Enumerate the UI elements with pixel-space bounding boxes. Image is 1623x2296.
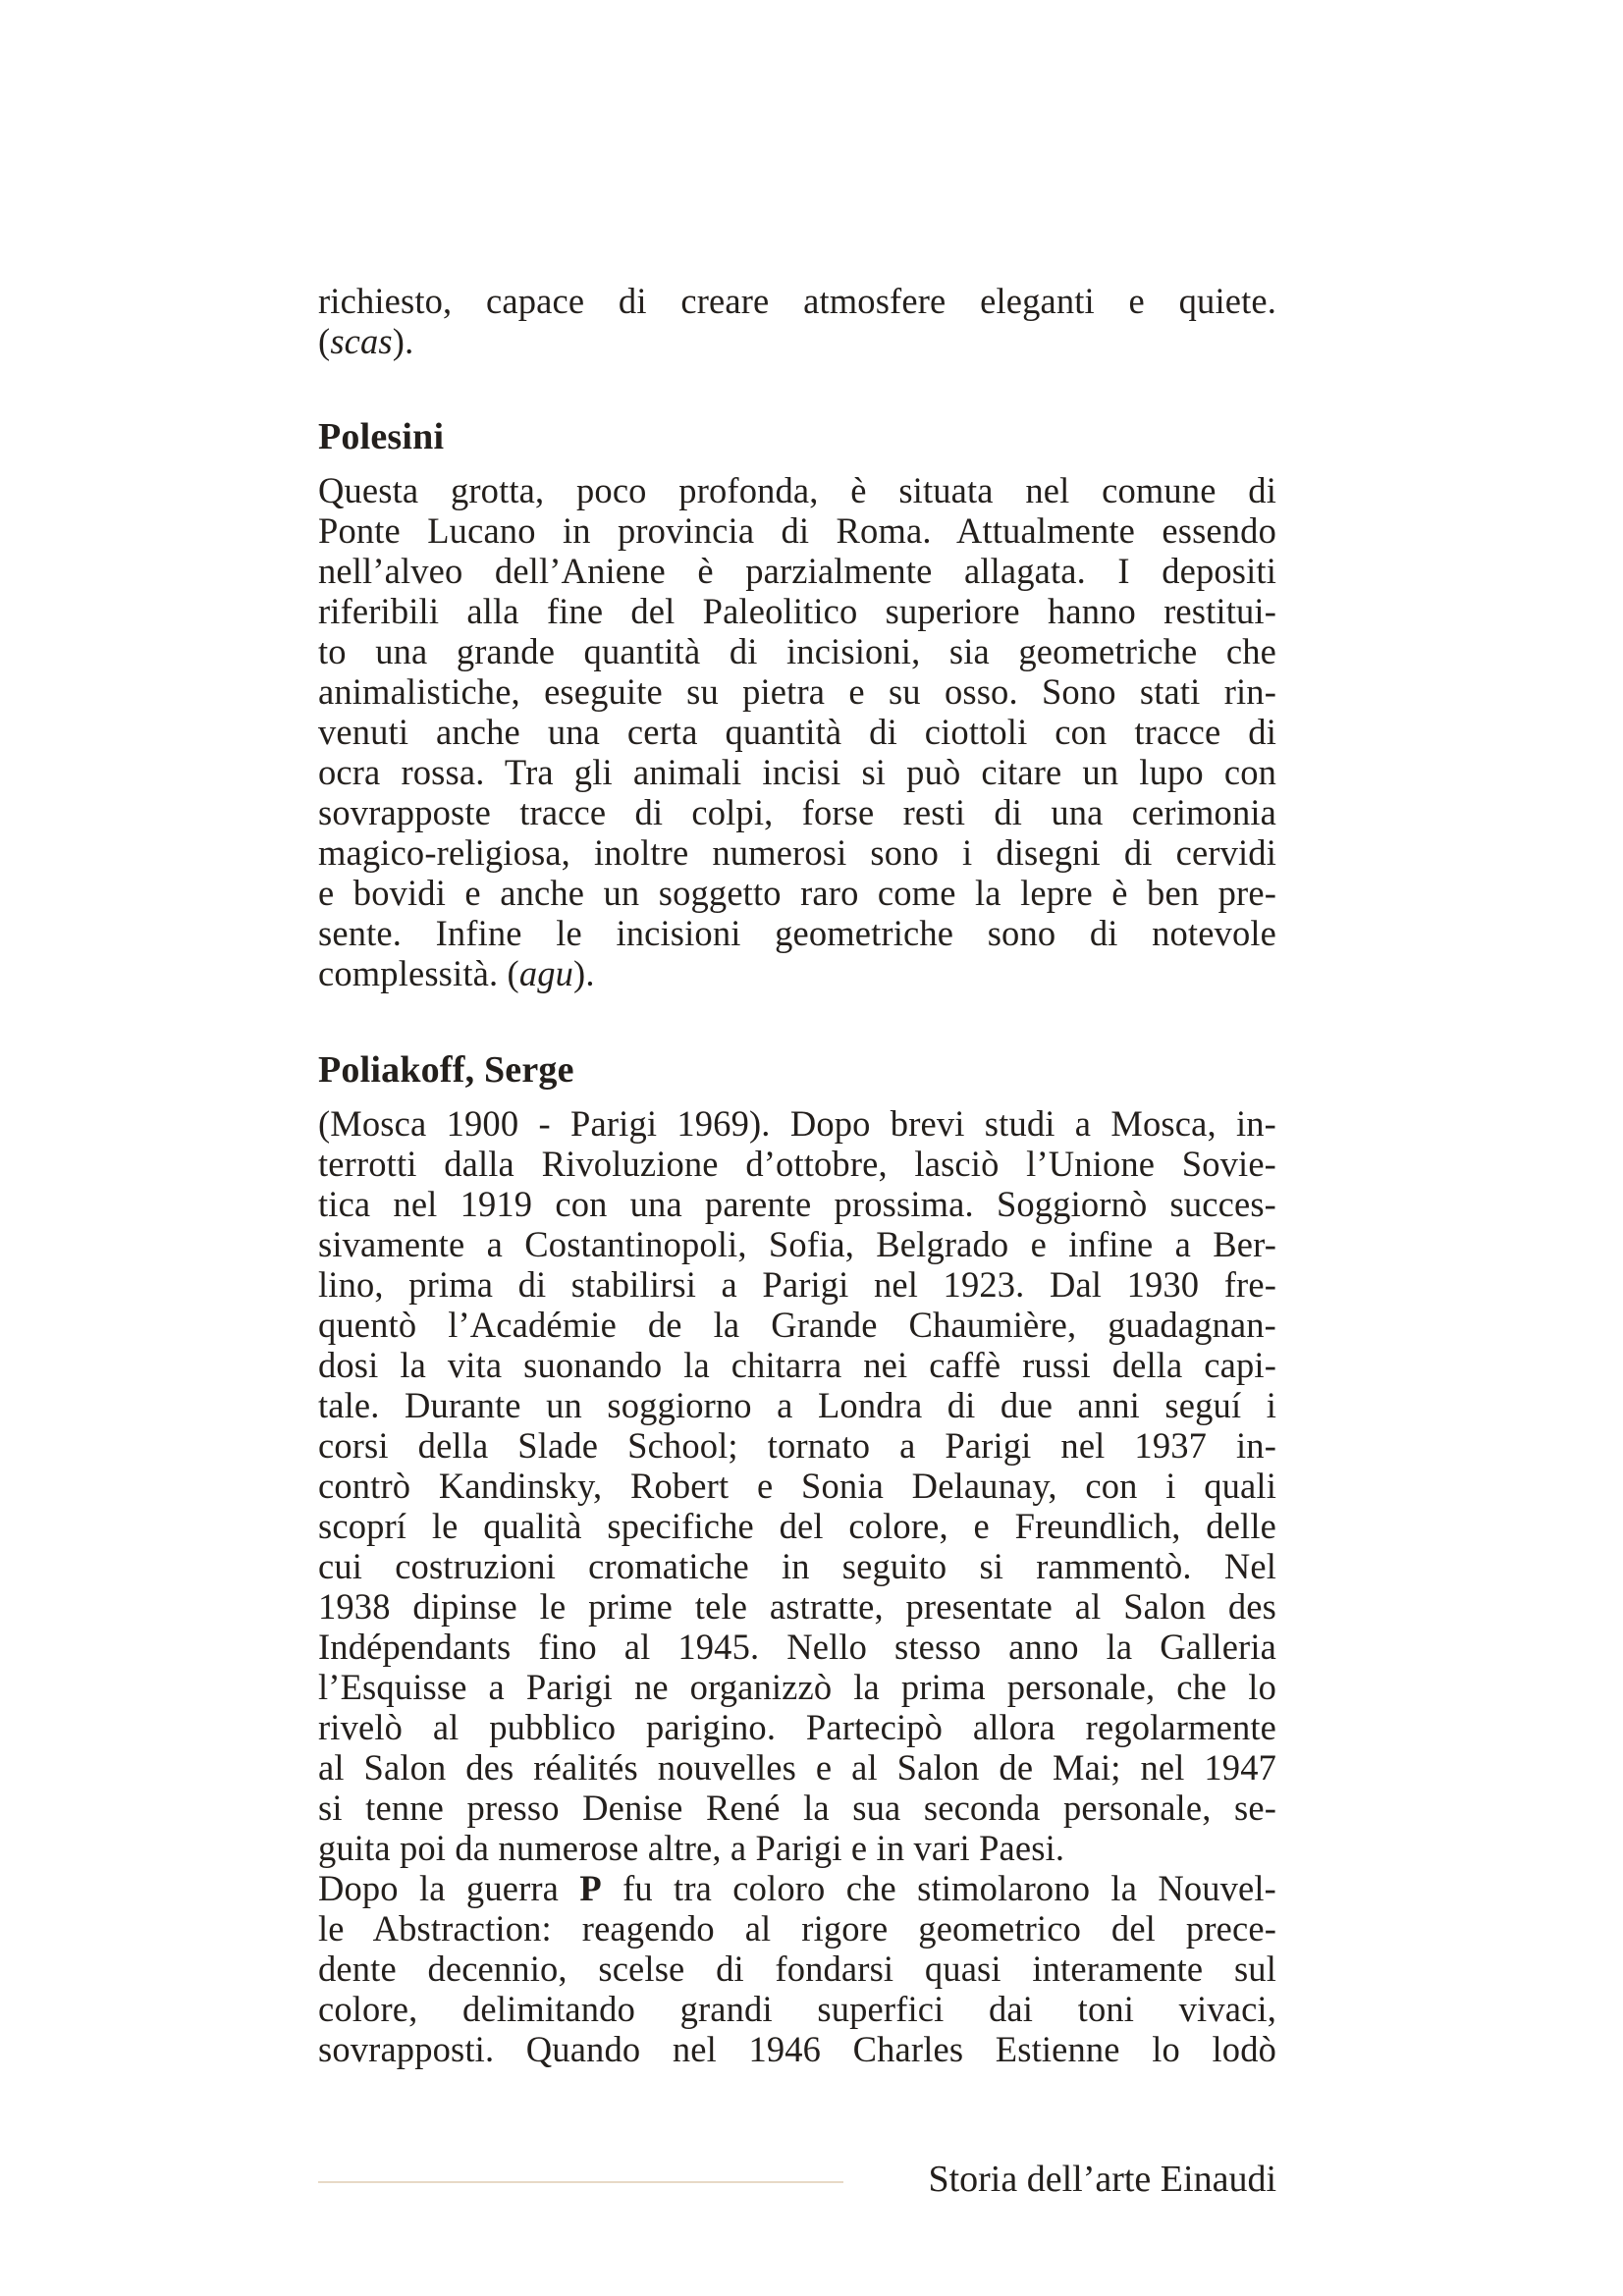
body-line: Indépendants fino al 1945. Nello stesso anno la Galleria	[318, 1627, 1276, 1667]
body-line: nell’alveo dell’Aniene è parzialmente allagata. I depositi	[318, 551, 1276, 591]
line-prefix: Dopo la guerra	[318, 1868, 580, 1908]
body-line: animalistiche, eseguite su pietra e su osso. Sono stati rin-	[318, 671, 1276, 712]
body-line: e bovidi e anche un soggetto raro come la lepre è ben pre-	[318, 873, 1276, 913]
body-line: dente decennio, scelse di fondarsi quasi interamente sul	[318, 1949, 1276, 1989]
body-line	[318, 1868, 1276, 1908]
body-line: le Abstraction: reagendo al rigore geometrico del prece-	[318, 1908, 1276, 1949]
body-line: venuti anche una certa quantità di ciottoli con tracce di	[318, 712, 1276, 752]
body-line: Questa grotta, poco profonda, è situata nel comune di	[318, 470, 1276, 510]
body-line: 1938 dipinse le prime tele astratte, presentate al Salon des	[318, 1586, 1276, 1627]
body-line: scoprí le qualità specifiche del colore, e Freundlich, delle	[318, 1506, 1276, 1546]
body-line: riferibili alla fine del Paleolitico superiore hanno restitui-	[318, 591, 1276, 631]
body-line: Ponte Lucano in provincia di Roma. Attualmente essendo	[318, 510, 1276, 551]
entry-title-polesini: Polesini	[318, 416, 445, 457]
intro-citation: scas	[330, 321, 393, 361]
body-line: contrò Kandinsky, Robert e Sonia Delaunay, con i quali	[318, 1466, 1276, 1506]
footer-title: Storia dell’arte Einaudi	[928, 2159, 1276, 2200]
footer-rule	[318, 2181, 843, 2183]
body-line: lino, prima di stabilirsi a Parigi nel 1923. Dal 1930 fre-	[318, 1264, 1276, 1305]
body-line: sovrapposti. Quando nel 1946 Charles Estienne lo lodò	[318, 2029, 1276, 2069]
body-last-line: complessità. (agu).	[318, 953, 595, 993]
body-line: sivamente a Costantinopoli, Sofia, Belgrado e infine a Ber-	[318, 1224, 1276, 1264]
body-line: sente. Infine le incisioni geometriche sono di notevole	[318, 913, 1276, 953]
body-line: al Salon des réalités nouvelles e al Salon de Mai; nel 1947	[318, 1747, 1276, 1788]
entry-body-poliakoff-2	[318, 1868, 1276, 2069]
body-last-line-text: complessità.	[318, 953, 499, 993]
body-line: quentò l’Académie de la Grande Chaumière, guadagnan-	[318, 1305, 1276, 1345]
body-line: magico-religiosa, inoltre numerosi sono i disegni di cervidi	[318, 832, 1276, 873]
intro-paragraph	[318, 281, 1276, 361]
entry-body-polesini	[318, 470, 1276, 993]
page-footer	[318, 2155, 1276, 2204]
line-suffix: fu tra coloro che stimolarono la Nouvel-	[601, 1868, 1276, 1908]
body-line: to una grande quantità di incisioni, sia geometriche che	[318, 631, 1276, 671]
body-line: cui costruzioni cromatiche in seguito si rammentò. Nel	[318, 1546, 1276, 1586]
body-line: colore, delimitando grandi superfici dai toni vivaci,	[318, 1989, 1276, 2029]
body-line: dosi la vita suonando la chitarra nei caffè russi della capi-	[318, 1345, 1276, 1385]
text-column	[318, 281, 1276, 2069]
body-line: (Mosca 1900 - Parigi 1969). Dopo brevi studi a Mosca, in-	[318, 1103, 1276, 1144]
entry-abbrev: P	[579, 1868, 602, 1908]
entry-body-poliakoff	[318, 1103, 1276, 1868]
body-line: ocra rossa. Tra gli animali incisi si può citare un lupo con	[318, 752, 1276, 792]
body-line: guita poi da numerose altre, a Parigi e in vari Paesi.	[318, 1828, 1065, 1868]
body-line: terrotti dalla Rivoluzione d’ottobre, lasciò l’Unione Sovie-	[318, 1144, 1276, 1184]
intro-line: richiesto, capace di creare atmosfere eleganti e quiete.	[318, 281, 1276, 321]
body-line: l’Esquisse a Parigi ne organizzò la prima personale, che lo	[318, 1667, 1276, 1707]
body-line: tica nel 1919 con una parente prossima. Soggiornò succes-	[318, 1184, 1276, 1224]
body-line: corsi della Slade School; tornato a Parigi nel 1937 in-	[318, 1425, 1276, 1466]
entry-title-poliakoff: Poliakoff, Serge	[318, 1049, 574, 1091]
body-line: tale. Durante un soggiorno a Londra di due anni seguí i	[318, 1385, 1276, 1425]
body-line: sovrapposte tracce di colpi, forse resti di una cerimonia	[318, 792, 1276, 832]
intro-citation-line: (scas).	[318, 321, 414, 361]
body-line: si tenne presso Denise René la sua seconda personale, se-	[318, 1788, 1276, 1828]
body-line: rivelò al pubblico parigino. Partecipò allora regolarmente	[318, 1707, 1276, 1747]
entry-citation: agu	[518, 953, 574, 993]
